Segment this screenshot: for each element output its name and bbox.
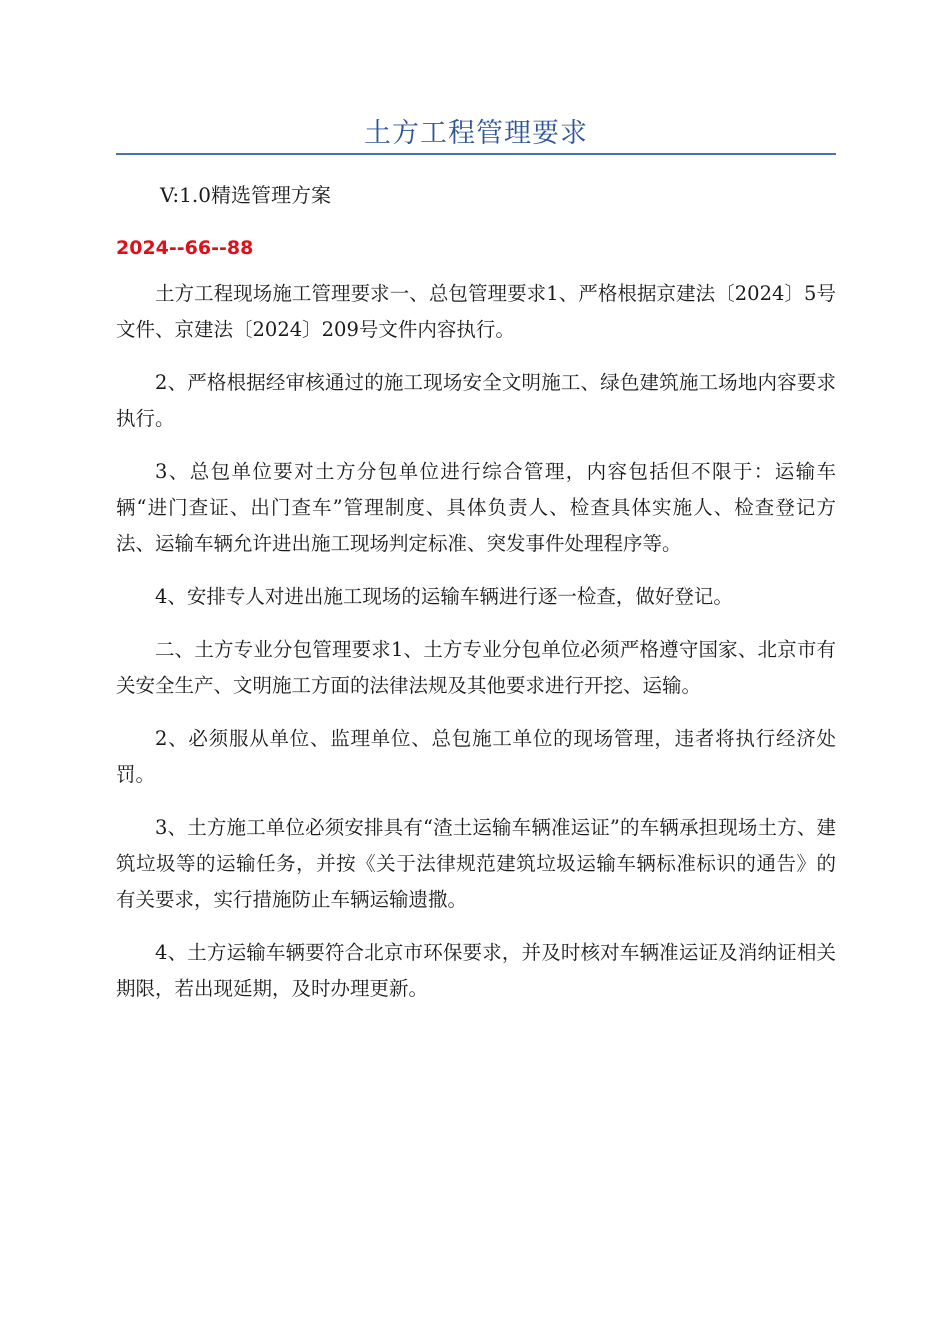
version-label: V:1.0精选管理方案 xyxy=(160,183,331,207)
document-body xyxy=(116,276,836,1024)
paragraph: 二、土方专业分包管理要求1、土方专业分包单位必须严格遵守国家、北京市有关安全生产、文明施工方面的法律法规及其他要求进行开挖、运输。 xyxy=(116,638,836,697)
document-title: 土方工程管理要求 xyxy=(364,118,588,149)
document-date: 2024--66--88 xyxy=(116,237,254,259)
title-underline xyxy=(116,153,836,155)
paragraph: 2、严格根据经审核通过的施工现场安全文明施工、绿色建筑施工场地内容要求执行。 xyxy=(116,371,836,430)
paragraph: 3、土方施工单位必须安排具有“渣土运输车辆准运证”的车辆承担现场土方、建筑垃圾等的运输任务，并按《关于法律规范建筑垃圾运输车辆标准标识的通告》的有关要求，实行措施防止车辆运输遗撒。 xyxy=(116,816,836,911)
paragraph: 土方工程现场施工管理要求一、总包管理要求1、严格根据京建法〔2024〕5号文件、京建法〔2024〕209号文件内容执行。 xyxy=(116,282,836,341)
paragraph: 3、总包单位要对土方分包单位进行综合管理，内容包括但不限于：运输车辆“进门查证、出门查车”管理制度、具体负责人、检查具体实施人、检查登记方法、运输车辆允许进出施工现场判定标准、突发事件处理程序等。 xyxy=(116,460,836,555)
paragraph: 4、安排专人对进出施工现场的运输车辆进行逐一检查，做好登记。 xyxy=(155,585,733,608)
paragraph: 4、土方运输车辆要符合北京市环保要求，并及时核对车辆准运证及消纳证相关期限，若出现延期，及时办理更新。 xyxy=(116,941,836,1000)
paragraph: 2、必须服从单位、监理单位、总包施工单位的现场管理，违者将执行经济处罚。 xyxy=(116,727,836,786)
